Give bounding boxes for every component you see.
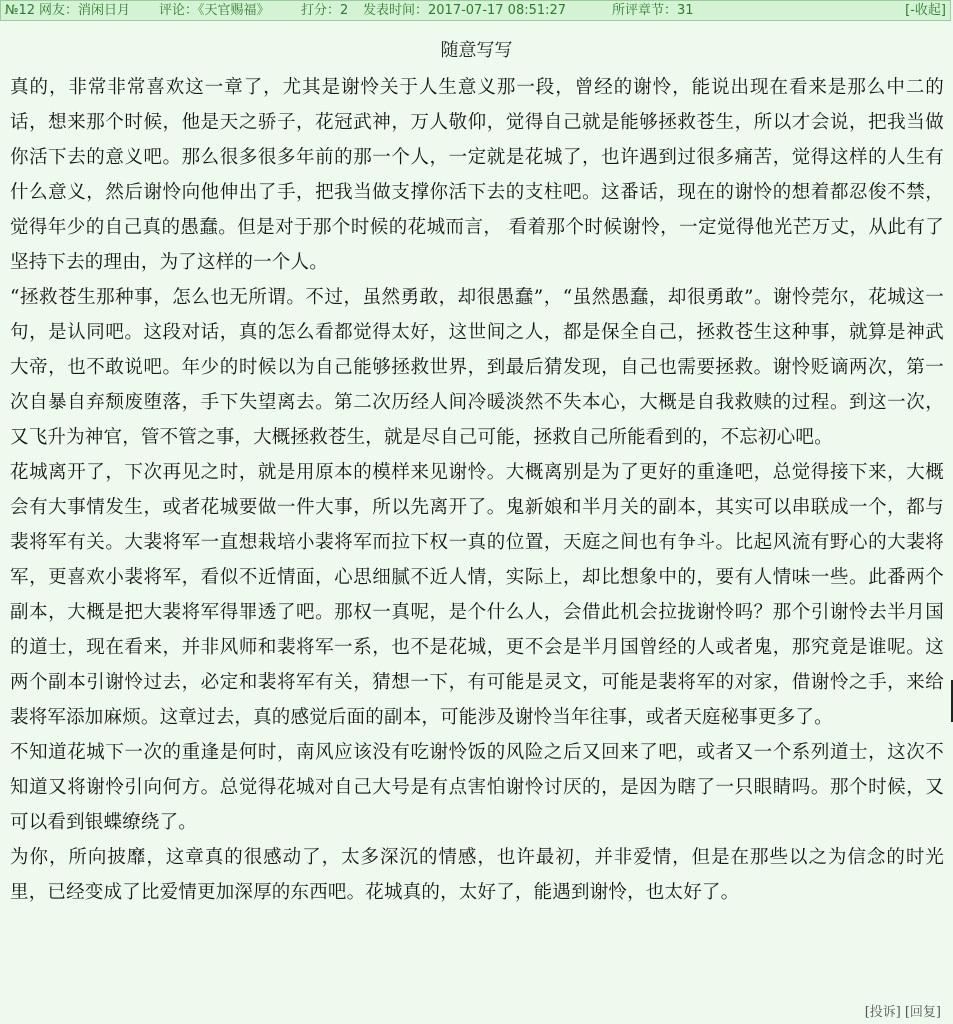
comment-number: №12 bbox=[5, 3, 36, 18]
review-paragraph: “拯救苍生那种事，怎么也无所谓。不过，虽然勇敢，却很愚蠢”，“虽然愚蠢，却很勇敢”。谢怜莞尔，花城这一句，是认同吧。这段对话，真的怎么看都觉得太好，这世间之人，都是保全自己，拯救苍生这种事，就算是神武大帝，也不敢说吧。年少的时候以为自己能够拯救世界，到最后猜发现，自己也需要拯救。谢怜贬谪两次，第一次自暴自弃颓废堕落，手下失望离去。第二次历经人间冷暖淡然不失本心，大概是自我救赎的过程。到这一次，又飞升为神官，管不管之事，大概拯救苍生，就是尽自己可能，拯救自己所能看到的，不忘初心吧。 bbox=[10, 287, 944, 448]
post-time: 发表时间：2017-07-17 08:51:27 bbox=[363, 3, 567, 18]
comment-score: 打分：2 bbox=[301, 3, 349, 18]
review-body bbox=[10, 70, 944, 910]
review-paragraph: 真的，非常非常喜欢这一章了，尤其是谢怜关于人生意义那一段，曾经的谢怜，能说出现在看来是那么中二的话，想来那个时候，他是天之骄子，花冠武神，万人敬仰，觉得自己就是能够拯救苍生，所以才会说，把我当做你活下去的意义吧。那么很多很多年前的那一个人，一定就是花城了，也许遇到过很多痛苦，觉得这样的人生有什么意义，然后谢怜向他伸出了手，把我当做支撑你活下去的支柱吧。这番话，现在的谢怜的想着都忍俊不禁，觉得年少的自己真的愚蠢。但是对于那个时候的花城而言， 看着那个时候谢怜，一定觉得他光芒万丈，从此有了坚持下去的理由，为了这样的一个人。 bbox=[10, 77, 944, 273]
review-title: 随意写写 bbox=[440, 40, 513, 61]
review-paragraph: 不知道花城下一次的重逢是何时，南风应该没有吃谢怜饭的风险之后又回来了吧，或者又一个系列道士，这次不知道又将谢怜引向何方。总觉得花城对自己大号是有点害怕谢怜讨厌的，是因为瞎了一只眼睛吗。那个时候，又可以看到银蝶缭绕了。 bbox=[10, 742, 944, 833]
collapse-link[interactable]: [-收起] bbox=[905, 3, 946, 18]
commented-work: 评论：《天官赐福》 bbox=[159, 3, 270, 18]
review-paragraph: 为你，所向披靡，这章真的很感动了，太多深沉的情感，也许最初，并非爱情，但是在那些以之为信念的时光里，已经变成了比爱情更加深厚的东西吧。花城真的，太好了，能遇到谢怜，也太好了。 bbox=[10, 847, 944, 903]
comment-actions bbox=[861, 1004, 941, 1022]
reviewed-chapter: 所评章节：31 bbox=[612, 3, 694, 18]
review-paragraph: 花城离开了，下次再见之时，就是用原本的模样来见谢怜。大概离别是为了更好的重逢吧，总觉得接下来，大概会有大事情发生，或者花城要做一件大事，所以先离开了。鬼新娘和半月关的副本，其实可以串联成一个，都与裴将军有关。大裴将军一直想栽培小裴将军而拉下权一真的位置，天庭之间也有争斗。比起风流有野心的大裴将军，更喜欢小裴将军，看似不近情面，心思细腻不近人情，实际上，却比想象中的，要有人情味一些。此番两个副本，大概是把大裴将军得罪透了吧。那权一真呢，是个什么人，会借此机会拉拢谢怜吗？那个引谢怜去半月国的道士，现在看来，并非风师和裴将军一系，也不是花城，更不会是半月国曾经的人或者鬼，那究竟是谁呢。这两个副本引谢怜过去，必定和裴将军有关，猜想一下，有可能是灵文，可能是裴将军的对家，借谢怜之手，来给裴将军添加麻烦。这章过去，真的感觉后面的副本，可能涉及谢怜当年往事，或者天庭秘事更多了。 bbox=[10, 462, 944, 728]
commenter-name: 网友：消闲日月 bbox=[39, 3, 131, 18]
report-link[interactable]: [投诉] bbox=[864, 1005, 901, 1020]
comment-header-bar bbox=[0, 0, 951, 21]
reply-link[interactable]: [回复] bbox=[904, 1005, 941, 1020]
